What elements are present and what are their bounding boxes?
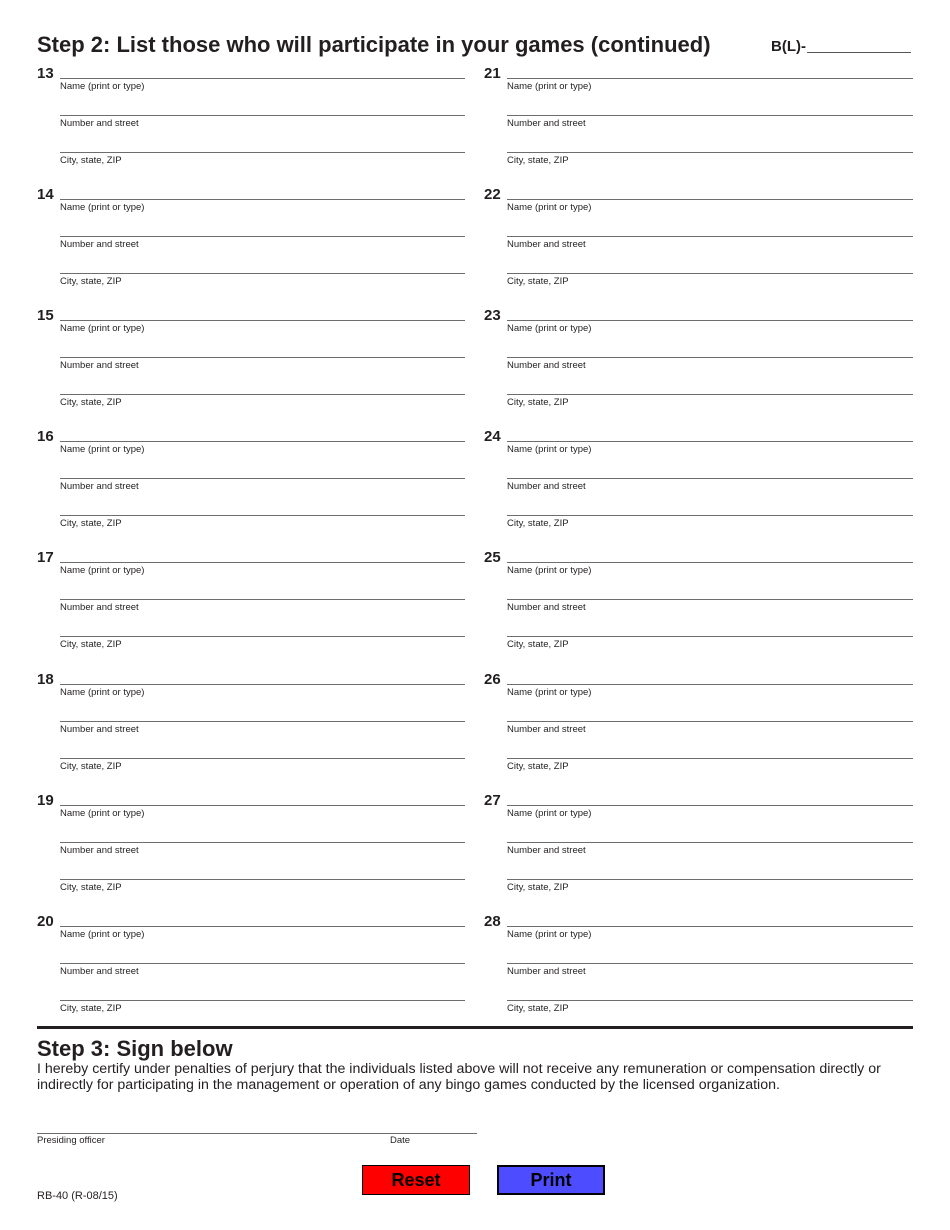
city-field-label: City, state, ZIP [507, 276, 569, 288]
name-field[interactable] [507, 805, 913, 806]
step3-title: Step 3: Sign below [37, 1036, 233, 1061]
street-field[interactable] [507, 842, 913, 843]
entry-number: 23 [484, 307, 501, 325]
entry-number: 27 [484, 791, 501, 809]
name-field-label: Name (print or type) [60, 928, 145, 940]
city-field[interactable] [507, 636, 913, 637]
street-field-label: Number and street [60, 481, 139, 493]
entry-number: 18 [37, 670, 54, 688]
section-divider [37, 1026, 913, 1029]
city-field[interactable] [60, 758, 465, 759]
reset-button[interactable]: Reset [362, 1165, 470, 1195]
street-field-label: Number and street [60, 723, 139, 735]
street-field[interactable] [507, 236, 913, 237]
name-field[interactable] [60, 926, 465, 927]
print-button[interactable]: Print [497, 1165, 605, 1195]
street-field-label: Number and street [507, 965, 586, 977]
street-field-label: Number and street [507, 602, 586, 614]
city-field-label: City, state, ZIP [507, 1002, 569, 1014]
street-field[interactable] [507, 115, 913, 116]
city-field[interactable] [507, 515, 913, 516]
street-field-label: Number and street [60, 360, 139, 372]
street-field-label: Number and street [507, 118, 586, 129]
city-field-label: City, state, ZIP [60, 518, 122, 530]
step2-title: Step 2: List those who will participate in your games (continued) [37, 32, 711, 57]
street-field-label: Number and street [60, 965, 139, 977]
city-field[interactable] [507, 1000, 913, 1001]
city-field[interactable] [60, 1000, 465, 1001]
street-field[interactable] [60, 478, 465, 479]
name-field-label: Name (print or type) [507, 686, 592, 698]
name-field-label: Name (print or type) [60, 444, 145, 456]
entry-number: 26 [484, 670, 501, 688]
city-field[interactable] [507, 152, 913, 153]
presiding-officer-signature-field[interactable] [37, 1133, 477, 1134]
name-field[interactable] [507, 684, 913, 685]
name-field[interactable] [60, 320, 465, 321]
street-field-label: Number and street [60, 118, 139, 129]
entry-number: 13 [37, 65, 54, 82]
street-field[interactable] [60, 842, 465, 843]
city-field-label: City, state, ZIP [60, 276, 122, 288]
name-field-label: Name (print or type) [60, 686, 145, 698]
name-field-label: Name (print or type) [60, 323, 145, 335]
city-field-label: City, state, ZIP [507, 881, 569, 893]
name-field[interactable] [60, 78, 465, 79]
city-field-label: City, state, ZIP [60, 1002, 122, 1014]
name-field-label: Name (print or type) [507, 81, 592, 92]
city-field[interactable] [60, 879, 465, 880]
entry-number: 28 [484, 912, 501, 930]
name-field[interactable] [507, 320, 913, 321]
city-field[interactable] [60, 636, 465, 637]
name-field[interactable] [60, 441, 465, 442]
city-field-label: City, state, ZIP [60, 760, 122, 772]
form-code: RB-40 (R-08/15) [37, 1190, 118, 1202]
city-field-label: City, state, ZIP [60, 397, 122, 409]
city-field-label: City, state, ZIP [507, 155, 569, 166]
bl-number-label: B(L)- [771, 38, 806, 55]
street-field[interactable] [507, 963, 913, 964]
name-field[interactable] [60, 199, 465, 200]
street-field[interactable] [507, 478, 913, 479]
name-field-label: Name (print or type) [507, 565, 592, 577]
city-field-label: City, state, ZIP [507, 518, 569, 530]
presiding-officer-label: Presiding officer [37, 1135, 105, 1146]
city-field[interactable] [60, 394, 465, 395]
city-field[interactable] [507, 273, 913, 274]
city-field[interactable] [60, 152, 465, 153]
entry-number: 15 [37, 307, 54, 325]
entry-number: 19 [37, 791, 54, 809]
name-field-label: Name (print or type) [507, 807, 592, 819]
street-field-label: Number and street [60, 602, 139, 614]
street-field-label: Number and street [507, 360, 586, 372]
name-field-label: Name (print or type) [507, 202, 592, 214]
street-field[interactable] [60, 963, 465, 964]
bl-number-field[interactable] [807, 52, 911, 53]
street-field[interactable] [60, 115, 465, 116]
certification-text: I hereby certify under penalties of perjury that the individuals listed above will not receive any remuneration or compensation directly or indirectly for participating in the management or operation of any bingo games conducted by the licensed organization. [37, 1061, 881, 1093]
city-field[interactable] [60, 273, 465, 274]
name-field[interactable] [507, 78, 913, 79]
city-field[interactable] [507, 758, 913, 759]
city-field-label: City, state, ZIP [60, 881, 122, 893]
entry-number: 14 [37, 186, 54, 204]
city-field-label: City, state, ZIP [60, 155, 122, 166]
name-field-label: Name (print or type) [60, 807, 145, 819]
name-field[interactable] [60, 684, 465, 685]
name-field-label: Name (print or type) [60, 202, 145, 214]
entry-number: 22 [484, 186, 501, 204]
street-field-label: Number and street [507, 844, 586, 856]
entry-number: 21 [484, 65, 501, 82]
street-field[interactable] [507, 599, 913, 600]
city-field[interactable] [507, 394, 913, 395]
city-field[interactable] [507, 879, 913, 880]
street-field[interactable] [60, 236, 465, 237]
city-field-label: City, state, ZIP [60, 639, 122, 651]
street-field[interactable] [507, 357, 913, 358]
name-field-label: Name (print or type) [507, 323, 592, 335]
city-field-label: City, state, ZIP [507, 397, 569, 409]
name-field-label: Name (print or type) [507, 444, 592, 456]
name-field[interactable] [60, 562, 465, 563]
street-field[interactable] [60, 357, 465, 358]
city-field-label: City, state, ZIP [507, 639, 569, 651]
city-field[interactable] [60, 515, 465, 516]
street-field[interactable] [60, 599, 465, 600]
entry-number: 24 [484, 428, 501, 446]
entry-number: 16 [37, 428, 54, 446]
street-field-label: Number and street [507, 239, 586, 251]
entry-number: 17 [37, 549, 54, 567]
name-field[interactable] [507, 199, 913, 200]
name-field-label: Name (print or type) [60, 565, 145, 577]
date-label: Date [390, 1135, 411, 1146]
street-field-label: Number and street [507, 481, 586, 493]
city-field-label: City, state, ZIP [507, 760, 569, 772]
name-field[interactable] [507, 926, 913, 927]
name-field[interactable] [507, 441, 913, 442]
name-field-label: Name (print or type) [507, 928, 592, 940]
entry-number: 20 [37, 912, 54, 930]
name-field[interactable] [507, 562, 913, 563]
street-field-label: Number and street [507, 723, 586, 735]
street-field-label: Number and street [60, 844, 139, 856]
street-field-label: Number and street [60, 239, 139, 251]
entry-number: 25 [484, 549, 501, 567]
name-field-label: Name (print or type) [60, 81, 145, 92]
street-field[interactable] [507, 721, 913, 722]
name-field[interactable] [60, 805, 465, 806]
street-field[interactable] [60, 721, 465, 722]
